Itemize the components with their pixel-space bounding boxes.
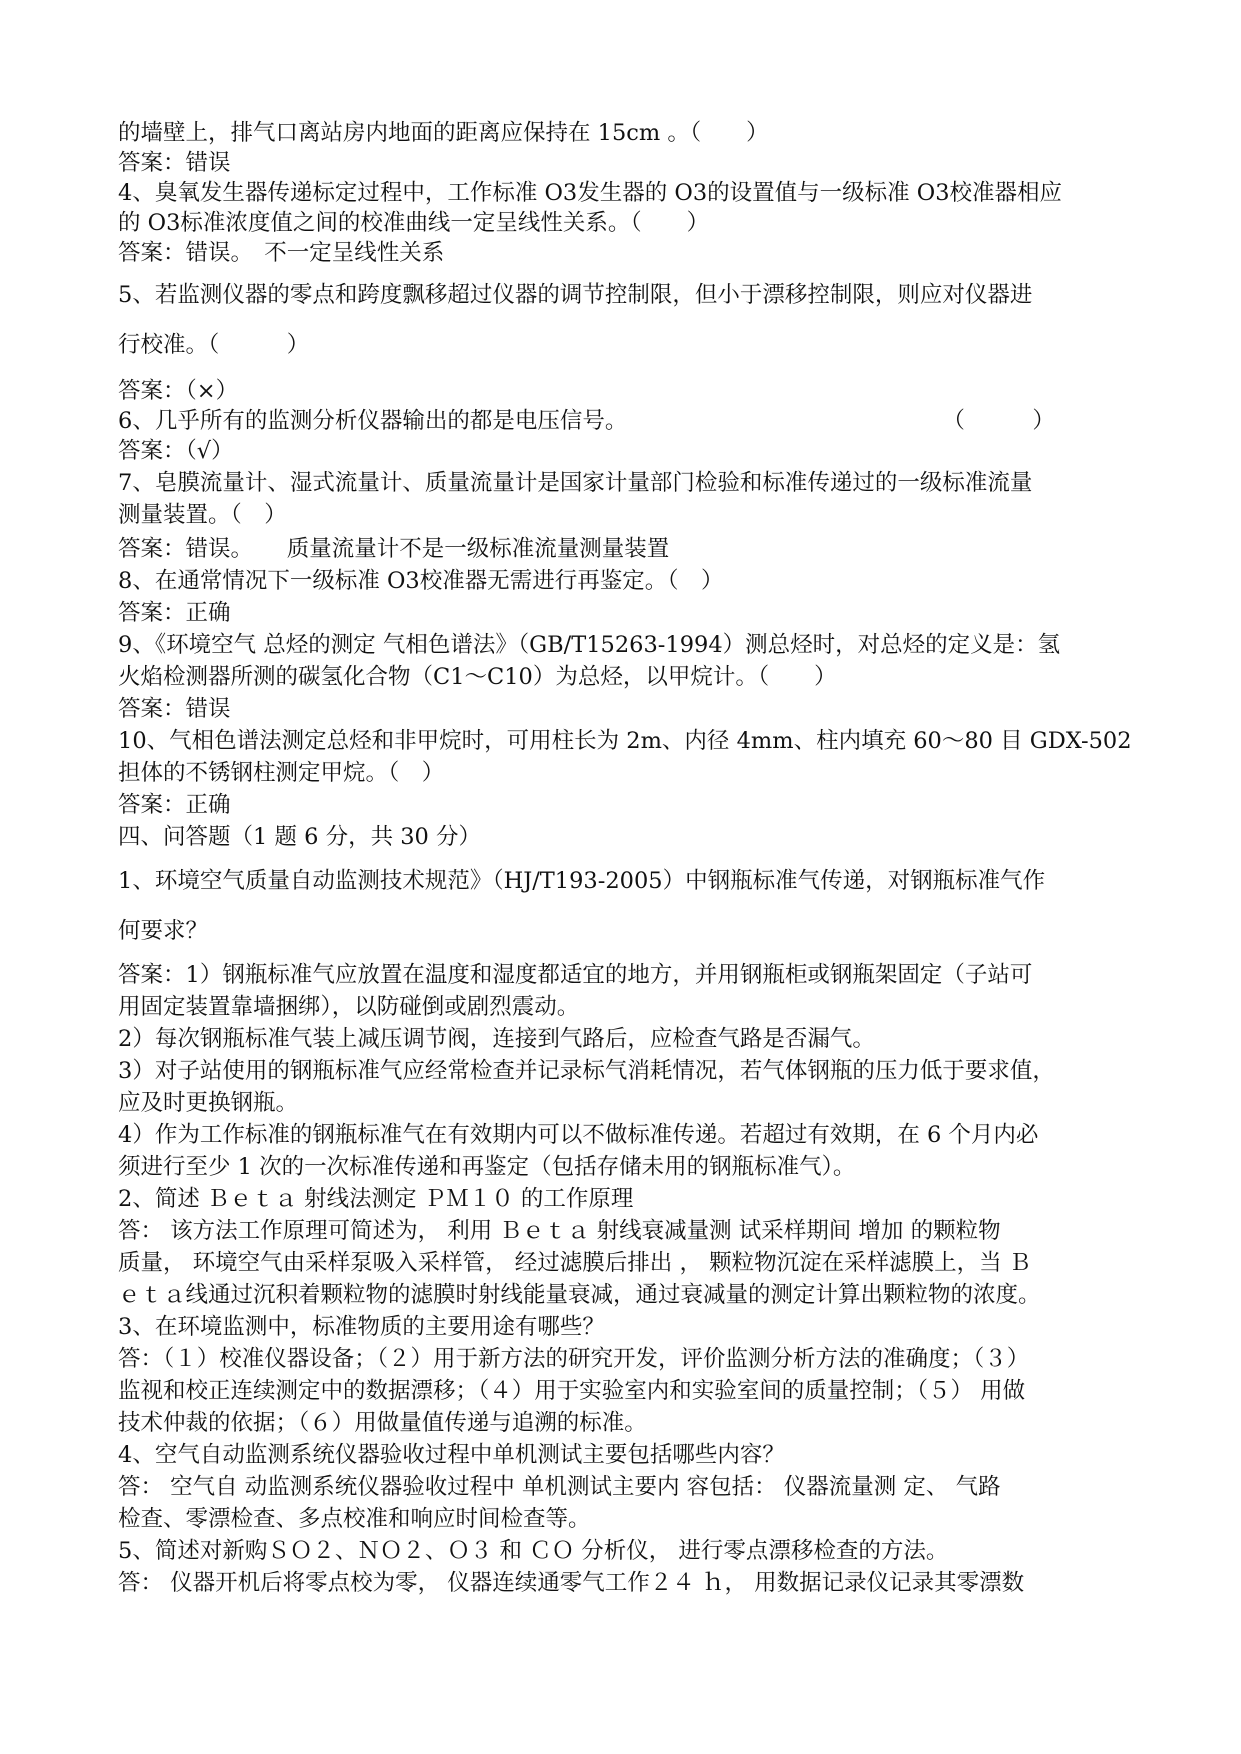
text-line: 检查、零漂检查、多点校准和响应时间检查等。: [118, 1506, 591, 1532]
section-heading: 四、问答题（1 题 6 分，共 30 分）: [118, 824, 482, 850]
text-line: 质量， 环境空气由采样泵吸入采样管， 经过滤膜后排出 ， 颗粒物沉淀在采样滤膜上，当 Ｂ: [118, 1250, 1032, 1276]
text-line: 用固定装置靠墙捆绑），以防碰倒或剧烈震动。: [118, 994, 580, 1020]
text-line: 的 O3标准浓度值之间的校准曲线一定呈线性关系。（ ）: [118, 210, 710, 236]
text-line: 的墙壁上，排气口离站房内地面的距离应保持在 15cm 。（ ）: [118, 120, 769, 146]
text-line: ｅｔａ线通过沉积着颗粒物的滤膜时射线能量衰减，通过衰减量的测定计算出颗粒物的浓度。: [118, 1282, 1041, 1308]
text-line: 应及时更换钢瓶。: [118, 1090, 299, 1116]
question-line: 8、在通常情况下一级标准 O3校准器无需进行再鉴定。（ ）: [118, 568, 724, 594]
answer-line: 答案：（√）: [118, 438, 234, 464]
question-line: 10、气相色谱法测定总烃和非甲烷时，可用柱长为 2m、内径 4mm、柱内填充 60～80 目 GDX-502: [118, 728, 1132, 754]
answer-line: 答： 该方法工作原理可简述为， 利用 Ｂｅｔａ 射线衰减量测 试采样期间 增加 的颗粒物: [118, 1218, 1001, 1244]
text-line: 3）对子站使用的钢瓶标准气应经常检查并记录标气消耗情况，若气体钢瓶的压力低于要求值，: [118, 1058, 1055, 1084]
answer-line: 答案：（×）: [118, 378, 239, 404]
text-line: 测量装置。（ ）: [118, 502, 287, 528]
answer-line: 答案：错误: [118, 150, 231, 176]
question-line: 4、空气自动监测系统仪器验收过程中单机测试主要包括哪些内容？: [118, 1442, 785, 1468]
question-line: 2、简述 Ｂｅｔａ 射线法测定 ＰＭ１０ 的工作原理: [118, 1186, 634, 1212]
question-line: 6、几乎所有的监测分析仪器输出的都是电压信号。 （ ）: [118, 408, 1055, 434]
text-line: 火焰检测器所测的碳氢化合物（C1～C10）为总烃，以甲烷计。（ ）: [118, 664, 837, 690]
text-line: 监视和校正连续测定中的数据漂移；（４）用于实验室内和实验室间的质量控制；（５） 用做: [118, 1378, 1026, 1404]
text-line: 技术仲裁的依据；（６）用做量值传递与追溯的标准。: [118, 1410, 647, 1436]
question-line: 3、在环境监测中，标准物质的主要用途有哪些？: [118, 1314, 605, 1340]
text-line: 行校准。（ ）: [118, 332, 310, 358]
answer-line: 答：（１）校准仪器设备；（２）用于新方法的研究开发，评价监测分析方法的准确度；（３）: [118, 1346, 1030, 1372]
answer-line: 答案：错误。 质量流量计不是一级标准流量测量装置: [118, 536, 670, 562]
question-line: 9、《环境空气 总烃的测定 气相色谱法》（GB/T15263-1994）测总烃时，对总烃的定义是：氢: [118, 632, 1061, 658]
text-line: 何要求？: [118, 918, 209, 944]
question-line: 4、臭氧发生器传递标定过程中，工作标准 O3发生器的 O3的设置值与一级标准 O3校准器相应: [118, 180, 1063, 206]
question-line: 7、皂膜流量计、湿式流量计、质量流量计是国家计量部门检验和标准传递过的一级标准流量: [118, 470, 1033, 496]
answer-line: 答案：正确: [118, 792, 231, 818]
answer-line: 答案：错误: [118, 696, 231, 722]
text-line: 担体的不锈钢柱测定甲烷。（ ）: [118, 760, 445, 786]
text-line: 2）每次钢瓶标准气装上减压调节阀，连接到气路后，应检查气路是否漏气。: [118, 1026, 875, 1052]
answer-line: 答案：正确: [118, 600, 231, 626]
text-line: 4）作为工作标准的钢瓶标准气在有效期内可以不做标准传递。若超过有效期，在 6 个月内必: [118, 1122, 1039, 1148]
answer-line: 答案：1）钢瓶标准气应放置在温度和湿度都适宜的地方，并用钢瓶柜或钢瓶架固定（子站可: [118, 962, 1033, 988]
question-line: 1、环境空气质量自动监测技术规范》（HJ/T193-2005）中钢瓶标准气传递，对钢瓶标准气作: [118, 868, 1046, 894]
answer-line: 答： 空气自 动监测系统仪器验收过程中 单机测试主要内 容包括： 仪器流量测 定、 气路: [118, 1474, 1001, 1500]
answer-line: 答案：错误。 不一定呈线性关系: [118, 240, 445, 266]
answer-line: 答： 仪器开机后将零点校为零， 仪器连续通零气工作２４ ｈ， 用数据记录仪记录其零漂数: [118, 1570, 1025, 1596]
question-line: 5、简述对新购ＳＯ２、ＮＯ２、Ｏ３ 和 ＣＯ 分析仪， 进行零点漂移检查的方法。: [118, 1538, 949, 1564]
question-line: 5、若监测仪器的零点和跨度飘移超过仪器的调节控制限，但小于漂移控制限，则应对仪器进: [118, 282, 1033, 308]
text-line: 须进行至少 1 次的一次标准传递和再鉴定（包括存储未用的钢瓶标准气）。: [118, 1154, 856, 1180]
